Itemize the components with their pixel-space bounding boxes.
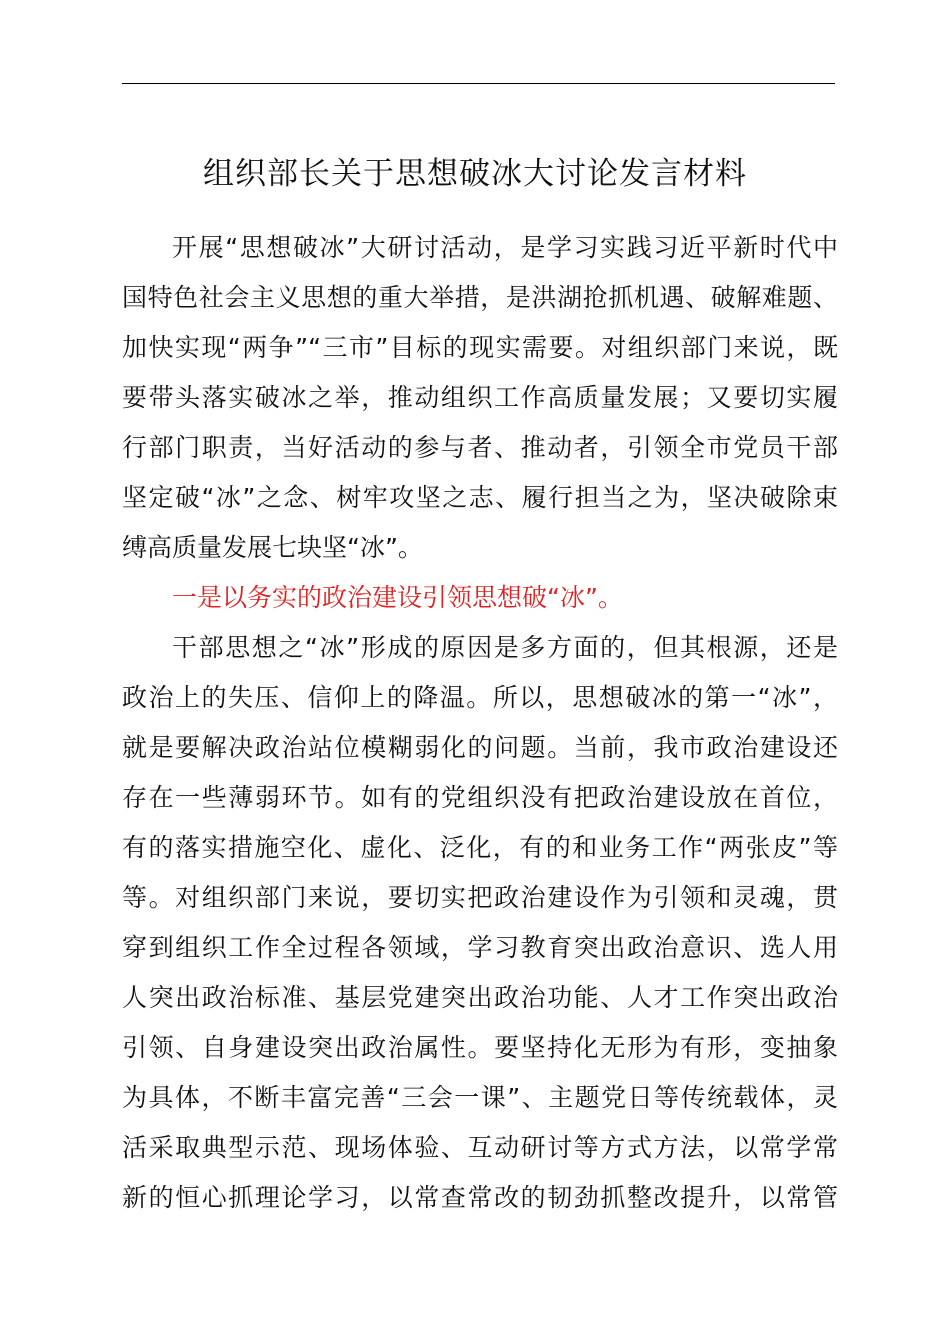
paragraph-line: 穿到组织工作全过程各领域，学习教育突出政治意识、选人用: [122, 933, 838, 962]
paragraph-line: 坚定破“冰”之念、树牢攻坚之志、履行担当之为，坚决破除束: [122, 483, 838, 512]
paragraph-line: 存在一些薄弱环节。如有的党组织没有把政治建设放在首位，: [122, 783, 838, 812]
section-heading: 一是以务实的政治建设引领思想破“冰”。: [172, 583, 623, 612]
paragraph-line: 加快实现“两争”“三市”目标的现实需要。对组织部门来说，既: [122, 333, 838, 362]
paragraph-line: 缚高质量发展七块坚“冰”。: [122, 533, 423, 562]
paragraph-line: 国特色社会主义思想的重大举措，是洪湖抢抓机遇、破解难题、: [122, 283, 838, 312]
document-title: 组织部长关于思想破冰大讨论发言材料: [203, 156, 747, 192]
paragraph-line: 人突出政治标准、基层党建突出政治功能、人才工作突出政治: [122, 983, 838, 1012]
paragraph-line: 活采取典型示范、现场体验、互动研讨等方式方法，以常学常: [122, 1133, 838, 1162]
paragraph-line: 等。对组织部门来说，要切实把政治建设作为引领和灵魂，贯: [122, 883, 838, 912]
paragraph-line: 有的落实措施空化、虚化、泛化，有的和业务工作“两张皮”等: [122, 833, 838, 862]
paragraph-line: 要带头落实破冰之举，推动组织工作高质量发展；又要切实履: [122, 383, 838, 412]
paragraph-line: 就是要解决政治站位模糊弱化的问题。当前，我市政治建设还: [122, 733, 838, 762]
paragraph-line: 新的恒心抓理论学习，以常查常改的韧劲抓整改提升，以常管: [122, 1183, 838, 1212]
paragraph-line: 政治上的失压、信仰上的降温。所以，思想破冰的第一“冰”，: [122, 683, 838, 712]
paragraph-line: 干部思想之“冰”形成的原因是多方面的，但其根源，还是: [172, 633, 838, 662]
paragraph-line: 开展“思想破冰”大研讨活动，是学习实践习近平新时代中: [172, 233, 838, 262]
paragraph-line: 引领、自身建设突出政治属性。要坚持化无形为有形，变抽象: [122, 1033, 838, 1062]
paragraph-line: 行部门职责，当好活动的参与者、推动者，引领全市党员干部: [122, 433, 838, 462]
paragraph-line: 为具体，不断丰富完善“三会一课”、主题党日等传统载体，灵: [122, 1083, 838, 1112]
header-rule: [122, 83, 835, 84]
